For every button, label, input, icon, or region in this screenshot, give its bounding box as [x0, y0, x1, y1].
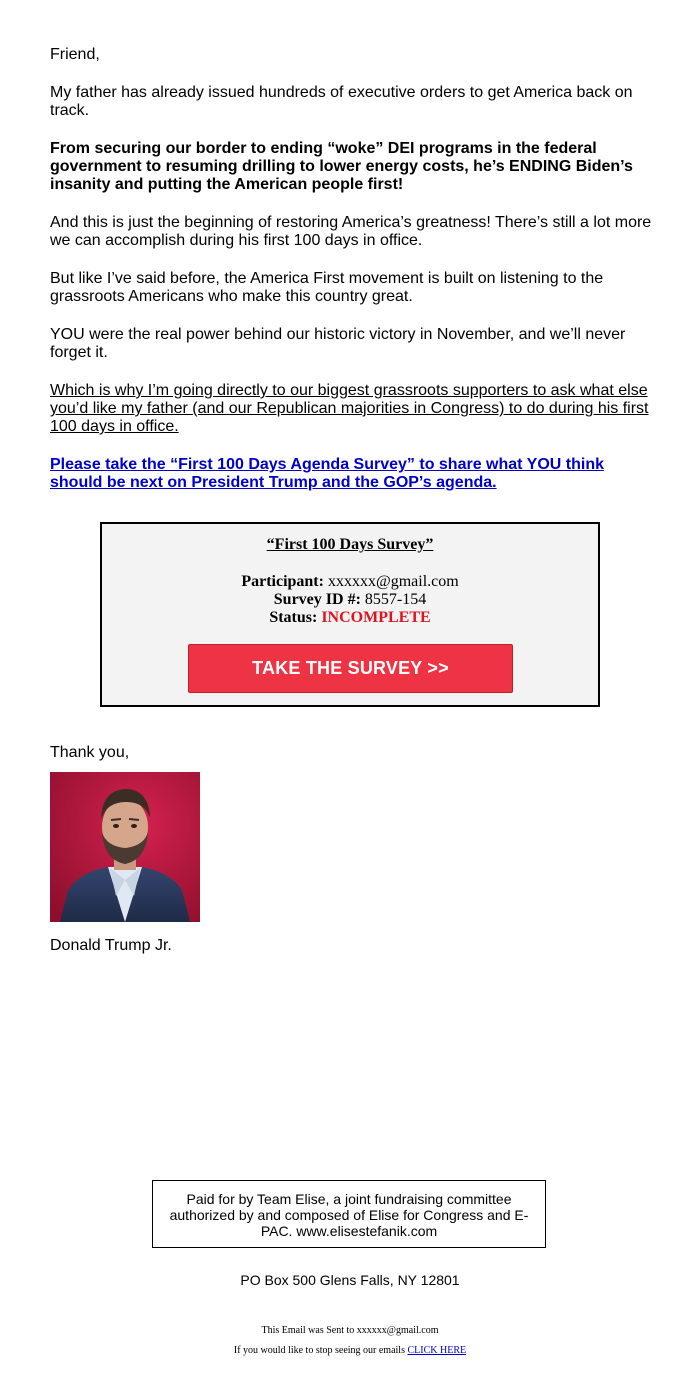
survey-card-title: “First 100 Days Survey” [266, 536, 434, 553]
paragraph-bold-highlights: From securing our border to ending “woke” DEI programs in the federal government to resuming drilling to lower energy costs, he’s ENDING Biden’s insanity and putting the American people first! [50, 140, 633, 193]
participant-value: xxxxxx@gmail.com [327, 573, 459, 590]
status-row [102, 609, 598, 627]
paragraph-executive-orders: My father has already issued hundreds of executive orders to get America back on track. [50, 84, 633, 119]
paid-for-disclaimer: Paid for by Team Elise, a joint fundraising committee authorized by and composed of Elise for Congress and E-PAC. www.elisestefanik.com [152, 1180, 546, 1248]
paragraph-grassroots: But like I’ve said before, the America First movement is built on listening to the grassroots Americans who make this country great. [50, 270, 604, 305]
status-label: Status: [269, 609, 318, 626]
paragraph-victory: YOU were the real power behind our historic victory in November, and we’ll never forget it. [50, 326, 626, 361]
survey-meta [102, 573, 598, 627]
survey-cta-link[interactable]: Please take the “First 100 Days Agenda Survey” to share what YOU think should be next on President Trump and the GOP’s agenda. [50, 456, 604, 491]
unsubscribe-line [0, 1345, 700, 1357]
survey-id-value: 8557-154 [364, 591, 427, 608]
status-badge: INCOMPLETE [321, 609, 431, 626]
paragraph-underlined-ask: Which is why I’m going directly to our biggest grassroots supporters to ask what else you’d like my father (and our Republican majorities in Congress) to do during his first 100 days in office. [50, 382, 649, 435]
survey-id-label: Survey ID #: [273, 591, 361, 608]
signature-name: Donald Trump Jr. [50, 937, 172, 954]
email-body [50, 46, 655, 512]
portrait-photo [50, 772, 200, 922]
participant-label: Participant: [241, 573, 324, 590]
greeting: Friend, [50, 46, 100, 63]
thank-you-text: Thank you, [50, 744, 130, 761]
survey-id-row [102, 591, 598, 609]
unsubscribe-text: If you would like to stop seeing our emails [233, 1345, 405, 1356]
take-survey-button[interactable]: TAKE THE SURVEY >> [188, 644, 513, 693]
paragraph-greatness: And this is just the beginning of restoring America’s greatness! There’s still a lot more we can accomplish during his first 100 days in office. [50, 214, 652, 249]
mailing-address: PO Box 500 Glens Falls, NY 12801 [240, 1272, 460, 1288]
portrait-photo-icon [50, 772, 200, 922]
participant-row [102, 573, 598, 591]
sent-to-notice: This Email was Sent to xxxxxx@gmail.com [261, 1325, 439, 1336]
survey-card [100, 522, 600, 707]
unsubscribe-link[interactable]: CLICK HERE [407, 1345, 467, 1356]
